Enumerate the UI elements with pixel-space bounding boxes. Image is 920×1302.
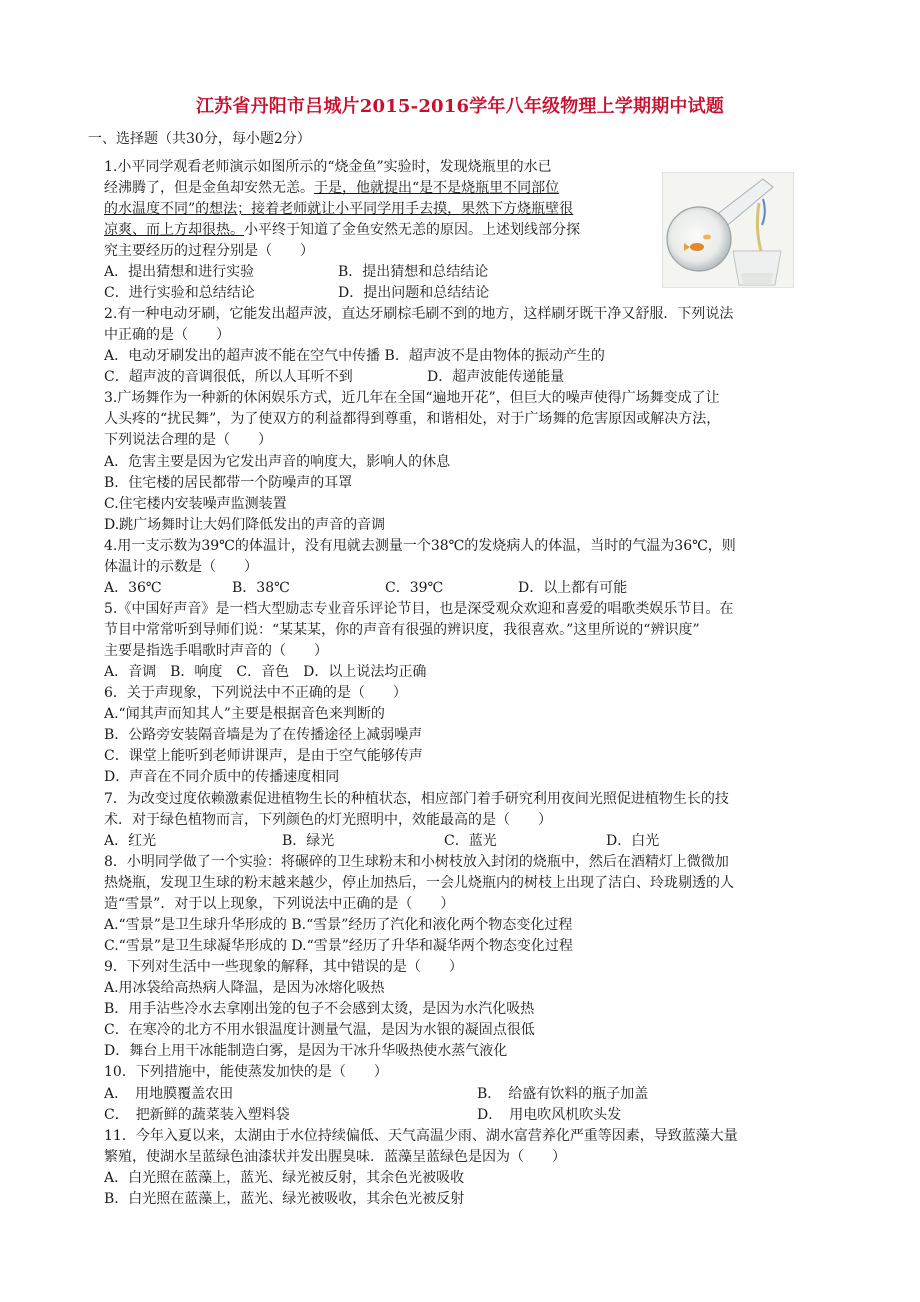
q1-line-4a-underlined: 凉爽、而上方却很热。 [104,222,244,238]
document-title: 江苏省丹阳市吕城片2015-2016学年八年级物理上学期期中试题 [195,96,725,117]
q7-line-1: 7．为改变过度依赖激素促进植物生长的种植状态，相应部门着手研究利用夜间光照促进植物生长的技 [104,791,729,807]
q1-line-2 [104,178,559,198]
q6-option-c: C．课堂上能听到老师讲课声，是由于空气能够传声 [104,748,423,764]
q5-options: A．音调 B．响度 C．音色 D．以上说法均正确 [104,664,427,680]
section-heading: 一、选择题（共30分，每小题2分） [88,131,311,147]
q3-option-d: D.跳广场舞时让大妈们降低发出的声音的音调 [104,517,386,533]
q2-option-ab: A．电动牙刷发出的超声波不能在空气中传播 B．超声波不是由物体的振动产生的 [104,348,605,364]
q9-option-d: D．舞台上用干冰能制造白雾，是因为干冰升华吸热使水蒸气液化 [104,1043,508,1059]
q1-option-c: C．进行实验和总结结论 [104,285,255,301]
q7-option-b: B．绿光 [282,833,335,849]
q7-option-a: A．红光 [104,833,157,849]
q8-line-2: 热烧瓶，发现卫生球的粉末越来越少，停止加热后，一会儿烧瓶内的树枝上出现了洁白、玲珑剔透的人 [104,875,734,891]
q3-line-2: 人头疼的“扰民舞”，为了使双方的利益都得到尊重，和谐相处，对于广场舞的危害原因或解决方法， [104,411,721,427]
q5-line-3: 主要是指选手唱歌时声音的（ ） [104,643,328,659]
q10-option-c: C． 把新鲜的蔬菜装入塑料袋 [104,1107,290,1123]
q4-line-2: 体温计的示数是（ ） [104,559,258,575]
q7-line-2: 术．对于绿色植物而言，下列颜色的灯光照明中，效能最高的是（ ） [104,812,552,828]
q8-line-3: 造“雪景”．对于以上现象，下列说法中正确的是（ ） [104,896,455,912]
q10-line-1: 10．下列措施中，能使蒸发加快的是（ ） [104,1064,388,1080]
q6-line-1: 6．关于声现象，下列说法中不正确的是（ ） [104,685,407,701]
q8-line-1: 8．小明同学做了一个实验：将碾碎的卫生球粉末和小树枝放入封闭的烧瓶中，然后在酒精灯上微微加 [104,854,729,870]
q1-option-d: D．提出问题和总结结论 [338,285,490,301]
q10-option-d: D． 用电吹风机吹头发 [477,1107,622,1123]
q1-option-b: B．提出猜想和总结结论 [338,264,489,280]
q4-line-1: 4.用一支示数为39℃的体温计，没有甩就去测量一个38℃的发烧病人的体温，当时的气温为36℃，则 [104,538,736,554]
q1-line-4 [104,220,580,240]
q6-option-d: D．声音在不同介质中的传播速度相同 [104,769,340,785]
q1-line-3-underlined: 的水温度不同”的想法；接着老师就让小平同学用手去摸，果然下方烧瓶壁很 [104,201,574,217]
q11-line-1: 11．今年入夏以来，太湖由于水位持续偏低、天气高温少雨、湖水富营养化严重等因素，导致蓝藻大量 [104,1128,738,1144]
q3-line-1: 3.广场舞作为一种新的休闲娱乐方式，近几年在全国“遍地开花”，但巨大的噪声使得广场舞变成了让 [104,390,720,406]
q1-line-5: 究主要经历的过程分别是（ ） [104,243,314,259]
q10-option-b: B． 给盛有饮料的瓶子加盖 [477,1086,649,1102]
q9-line-1: 9．下列对生活中一些现象的解释，其中错误的是（ ） [104,959,463,975]
q3-option-b: B．住宅楼的居民都带一个防噪声的耳罩 [104,475,353,491]
q1-line-4b: 小平终于知道了金鱼安然无恙的原因。上述划线部分探 [244,222,580,238]
q1-option-a: A．提出猜想和进行实验 [104,264,255,280]
q10-option-a: A． 用地膜覆盖农田 [104,1086,234,1102]
q2-option-c: C．超声波的音调很低，所以人耳听不到 [104,369,353,385]
q4-option-a: A．36℃ [104,580,162,596]
q4-option-d: D．以上都有可能 [518,580,628,596]
q3-option-a: A．危害主要是因为它发出声音的响度大，影响人的休息 [104,454,451,470]
q2-line-2: 中正确的是（ ） [104,327,230,343]
q9-option-b: B．用手沾些冷水去拿刚出笼的包子不会感到太烫，是因为水汽化吸热 [104,1001,535,1017]
q7-option-c: C．蓝光 [444,833,497,849]
q6-option-b: B．公路旁安装隔音墙是为了在传播途径上减弱噪声 [104,727,423,743]
q11-option-b: B．白光照在蓝藻上，蓝光、绿光被吸收，其余色光被反射 [104,1191,465,1207]
q9-option-a: A.用冰袋给高热病人降温，是因为冰熔化吸热 [104,980,385,996]
q8-option-ab: A.“雪景”是卫生球升华形成的 B.“雪景”经历了汽化和液化两个物态变化过程 [104,917,573,933]
q3-option-c: C.住宅楼内安装噪声监测装置 [104,496,287,512]
q3-line-3: 下列说法合理的是（ ） [104,432,272,448]
q1-line-1: 1.小平同学观看老师演示如图所示的“烧金鱼”实验时，发现烧瓶里的水已 [104,159,552,175]
q7-option-d: D．白光 [606,833,660,849]
q4-option-c: C．39℃ [385,580,444,596]
q1-line-2a: 经沸腾了，但是金鱼却安然无恙。 [104,180,314,196]
q2-option-d: D．超声波能传递能量 [427,369,565,385]
q4-option-b: B．38℃ [232,580,290,596]
q8-option-cd: C.“雪景”是卫生球凝华形成的 D.“雪景”经历了升华和凝华两个物态变化过程 [104,938,573,954]
q1-line-2b-underlined: 于是，他就提出“是不是烧瓶里不同部位 [314,180,560,196]
q5-line-2: 节目中常常听到导师们说：“某某某，你的声音有很强的辨识度，我很喜欢。”这里所说的“辨识度” [104,622,700,638]
q9-option-c: C．在寒冷的北方不用水银温度计测量气温，是因为水银的凝固点很低 [104,1022,535,1038]
goldfish-flask-figure [662,172,794,288]
q11-line-2: 繁殖，使湖水呈蓝绿色油漆状并发出腥臭味．蓝藻呈蓝绿色是因为（ ） [104,1149,566,1165]
goldfish-flask-drawing [663,173,793,287]
q6-option-a: A.“闻其声而知其人”主要是根据音色来判断的 [104,706,385,722]
q11-option-a: A．白光照在蓝藻上，蓝光、绿光被反射，其余色光被吸收 [104,1170,465,1186]
q5-line-1: 5.《中国好声音》是一档大型励志专业音乐评论节目，也是深受观众欢迎和喜爱的唱歌类娱乐节目。在 [104,601,734,617]
q2-line-1: 2.有一种电动牙刷，它能发出超声波，直达牙刷棕毛刷不到的地方，这样刷牙既干净又舒服．下列说法 [104,306,734,322]
